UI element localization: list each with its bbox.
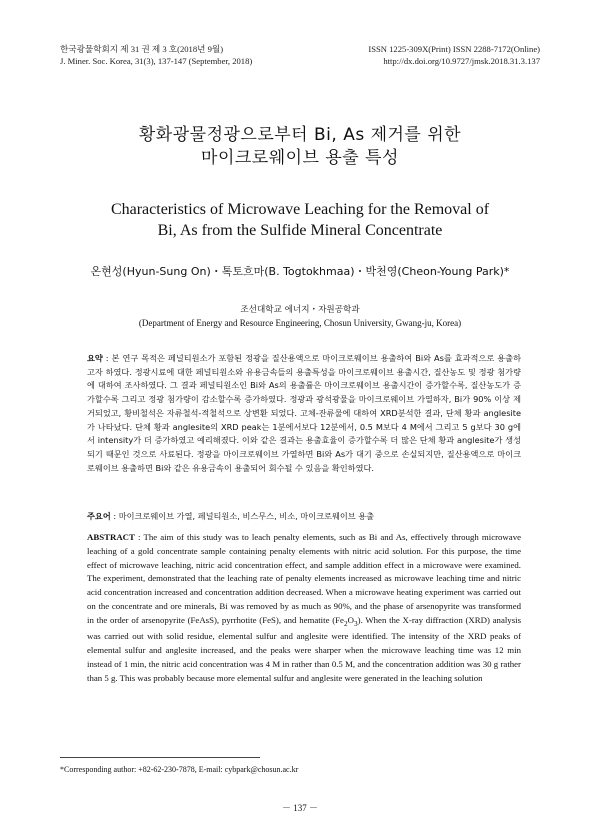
title-english: [0, 199, 600, 241]
affiliation-korean: 조선대학교 에너지・자원공학과: [240, 305, 360, 315]
journal-citation-en: J. Miner. Soc. Korea, 31(3), 137-147 (September, 2018): [60, 56, 253, 66]
corresponding-author-footnote: *Corresponding author: +82-62-230-7878, E-mail: cybpark@chosun.ac.kr: [60, 765, 299, 774]
title-korean-line1: 황화광물정광으로부터 Bi, As 제거를 위한: [138, 125, 462, 145]
abstract-english-text: : The aim of this study was to leach penalty elements, such as Bi and As, effectively through microwave leaching of a gold concentrate sample containing penalty elements with nitric acid solution. For this purpose, the time effect of microwave leaching, nitric acid concentration effect, and sample addition effect in a microwave were examined. The experiment, demonstrated that the leaching rate of penalty elements increased as microwave leaching time and nitric acid concentration increased and concentration addition decreased. When a microwave heating experiment was carried out on the concentrate and ore minerals, Bi was removed by as much as 90%, and the phase of arsenopyrite was transformed in the order of arsenopyrite (FeAsS), pyrrhotite (FeS), and hematite (Fe: [87, 532, 521, 625]
subscript-3: 3: [353, 618, 358, 628]
title-korean-line2: 마이크로웨이브 용출 특성: [201, 148, 399, 168]
abstract-english-tail: ). When the X-ray diffraction (XRD) analysis was carried out with solid residue, elemental sulfur and anglesite were identified. The intensity of the XRD peaks of elemental sulfur and anglesite increased, and the peaks were sharper when the microwave leaching time was 12 min instead of 1 min, the nitric acid concentration was 4 M in rather than 0.5 M, and the concentration addition was 30 g rather than 5 g. This was probably because more elemental sulfur and anglesite were generated in the leaching solution: [87, 614, 521, 683]
abstract-korean: [87, 352, 521, 475]
keywords-text: : 마이크로웨이브 가열, 페널티원소, 비스무스, 비소, 마이크로웨이브 용출: [110, 511, 375, 521]
keywords-label: 주요어: [87, 511, 111, 521]
oxygen-symbol: O: [347, 614, 354, 625]
abstract-english: [87, 531, 521, 686]
footnote-rule: [60, 757, 260, 758]
title-english-line1: Characteristics of Microwave Leaching for the Removal of: [110, 201, 490, 218]
affiliation-english: (Department of Energy and Resource Engineering, Chosun University, Gwang-ju, Korea): [138, 318, 462, 328]
issn: ISSN 1225-309X(Print) ISSN 2288-7172(Online): [368, 44, 540, 54]
subscript-2: 2: [343, 618, 348, 628]
keywords-korean: [87, 510, 521, 524]
title-english-line2: Bi, As from the Sulfide Mineral Concentrate: [157, 222, 443, 239]
journal-header-right: [368, 43, 540, 67]
page-number: － 137 －: [281, 803, 318, 813]
journal-header-left: [60, 43, 252, 67]
title-korean: [0, 124, 600, 170]
abstract-korean-label: 요약: [87, 353, 103, 363]
abstract-korean-text: : 본 연구 목적은 페널티원소가 포함된 정광을 질산용액으로 마이크로웨이브 용출하여 Bi와 As를 효과적으로 용출하고자 하였다. 정광시료에 대한 페널티원소와 유용금속들의 용출특성을 마이크로웨이브 용출시간, 질산농도 및 정광 첨가량에 대하여 조사하였다. 그 결과 페널티원소인 Bi와 As의 용출률은 마이크로웨이브 용출시간이 증가할수록, 질산농도가 증가할수록 그리고 정광 첨가량이 감소할수록 증가하였다. 정광과 광석광물을 마이크로웨이브 가열하자, Bi가 90% 이상 제거되었고, 황비철석은 자류철석-적철석으로 상변환 되었다. 고체-잔류물에 대하여 XRD분석한 결과, 단체 황과 anglesite가 나타났다. 단체 황과 anglesite의 XRD peak는 1분에서보다 12분에서, 0.5 M보다 4 M에서 그리고 5 g보다 30 g에서 intensity가 더 증가하였고 예리해졌다. 이와 같은 결과는 용출효율이 증가할수록 더 많은 단체 황과 anglesite가 생성되기 때문인 것으로 사료된다. 정광을 마이크로웨이브 가열하면 Bi와 As가 대기 중으로 손실되지만, 질산용액으로 마이크로웨이브 용출하면 Bi와 같은 유용금속이 용출되어 회수될 수 있음을 확인하였다.: [87, 353, 521, 473]
abstract-english-label: ABSTRACT: [87, 532, 135, 542]
author-list: 온현성(Hyun-Sung On)・톡토흐마(B. Togtokhmaa)・박천영(Cheon-Young Park)*: [90, 265, 510, 278]
journal-name-ko: 한국광물학회지 제 31 권 제 3 호(2018년 9월): [60, 44, 224, 54]
doi-link[interactable]: http://dx.doi.org/10.9727/jmsk.2018.31.3.137: [383, 56, 540, 66]
affiliation: [0, 304, 600, 330]
